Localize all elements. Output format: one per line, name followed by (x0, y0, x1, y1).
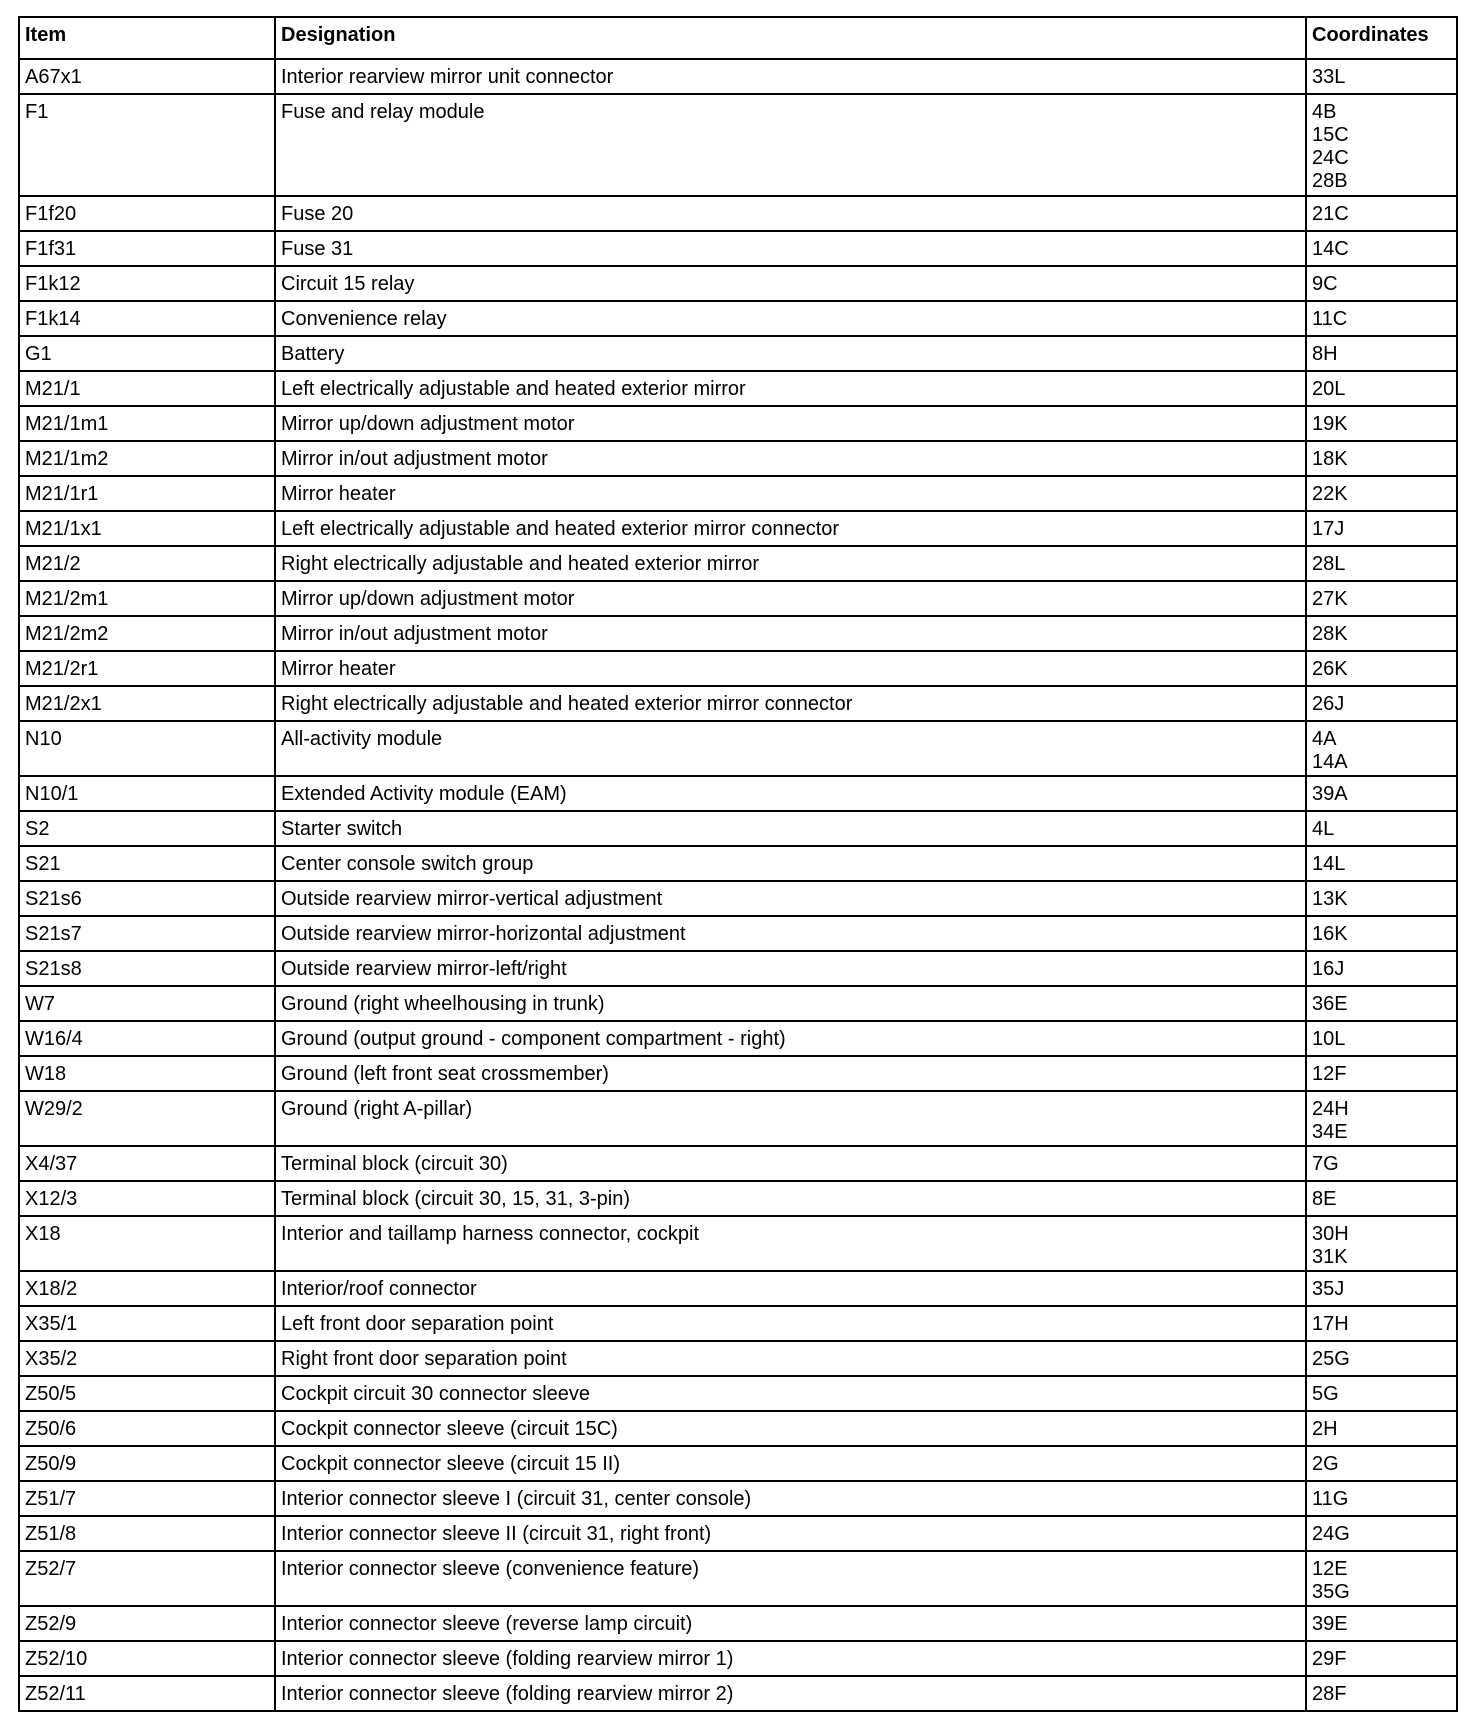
header-item: Item (19, 17, 275, 59)
coordinates-cell (1306, 1641, 1457, 1676)
coordinate-value: 20L (1312, 378, 1346, 400)
item-cell: S21s6 (19, 881, 275, 916)
coordinate-value: 33L (1312, 66, 1346, 88)
coordinate-value: 35J (1312, 1278, 1345, 1300)
coordinate-value: 7G (1312, 1153, 1339, 1175)
table-row (19, 1446, 1457, 1481)
table-row (19, 776, 1457, 811)
item-cell: Z51/7 (19, 1481, 275, 1516)
coordinate-value: 28K (1312, 623, 1348, 645)
table-row (19, 811, 1457, 846)
coordinates-cell (1306, 1516, 1457, 1551)
table-row (19, 1271, 1457, 1306)
item-cell: W29/2 (19, 1091, 275, 1146)
coordinates-cell (1306, 476, 1457, 511)
item-cell: S21 (19, 846, 275, 881)
coordinates-cell (1306, 94, 1457, 196)
coordinate-value: 21C (1312, 203, 1349, 225)
coordinates-cell (1306, 406, 1457, 441)
item-cell: M21/1 (19, 371, 275, 406)
item-cell: M21/1m2 (19, 441, 275, 476)
coordinate-value: 28B (1312, 170, 1348, 192)
item-cell: N10 (19, 721, 275, 776)
item-cell: M21/1r1 (19, 476, 275, 511)
item-cell: S21s8 (19, 951, 275, 986)
coordinates-cell (1306, 336, 1457, 371)
designation-cell: Interior connector sleeve (folding rearview mirror 1) (275, 1641, 1306, 1676)
coordinates-cell (1306, 301, 1457, 336)
item-cell: F1 (19, 94, 275, 196)
header-coordinates: Coordinates (1306, 17, 1457, 59)
item-cell: S21s7 (19, 916, 275, 951)
coordinate-value: 14L (1312, 853, 1346, 875)
coordinate-value: 26J (1312, 693, 1345, 715)
item-cell: Z50/5 (19, 1376, 275, 1411)
component-table-container (18, 16, 1456, 1712)
coordinate-value: 35G (1312, 1581, 1350, 1603)
coordinates-cell (1306, 1091, 1457, 1146)
coordinate-value: 14A (1312, 751, 1348, 773)
item-cell: M21/1m1 (19, 406, 275, 441)
designation-cell: Interior connector sleeve (convenience feature) (275, 1551, 1306, 1606)
table-row (19, 1411, 1457, 1446)
coordinates-cell (1306, 1481, 1457, 1516)
coordinate-value: 24C (1312, 147, 1349, 169)
coordinates-cell (1306, 59, 1457, 94)
table-row (19, 846, 1457, 881)
item-cell: X35/1 (19, 1306, 275, 1341)
table-row (19, 231, 1457, 266)
designation-cell: Convenience relay (275, 301, 1306, 336)
table-row (19, 1146, 1457, 1181)
item-cell: A67x1 (19, 59, 275, 94)
coordinate-value: 11C (1312, 308, 1348, 330)
table-row (19, 721, 1457, 776)
coordinate-value: 14C (1312, 238, 1349, 260)
designation-cell: Right front door separation point (275, 1341, 1306, 1376)
table-row (19, 266, 1457, 301)
coordinates-cell (1306, 231, 1457, 266)
coordinate-value: 31K (1312, 1246, 1348, 1268)
coordinate-value: 26K (1312, 658, 1348, 680)
designation-cell: Battery (275, 336, 1306, 371)
coordinate-value: 10L (1312, 1028, 1346, 1050)
designation-cell: Left electrically adjustable and heated exterior mirror (275, 371, 1306, 406)
table-row (19, 1551, 1457, 1606)
item-cell: N10/1 (19, 776, 275, 811)
table-row (19, 59, 1457, 94)
table-row (19, 1641, 1457, 1676)
item-cell: F1f20 (19, 196, 275, 231)
table-body (19, 59, 1457, 1711)
item-cell: W7 (19, 986, 275, 1021)
item-cell: W18 (19, 1056, 275, 1091)
designation-cell: Right electrically adjustable and heated exterior mirror (275, 546, 1306, 581)
coordinates-cell (1306, 916, 1457, 951)
coordinates-cell (1306, 546, 1457, 581)
coordinates-cell (1306, 686, 1457, 721)
item-cell: X4/37 (19, 1146, 275, 1181)
item-cell: M21/2 (19, 546, 275, 581)
coordinates-cell (1306, 776, 1457, 811)
designation-cell: Cockpit circuit 30 connector sleeve (275, 1376, 1306, 1411)
table-row (19, 1481, 1457, 1516)
coordinate-value: 34E (1312, 1121, 1348, 1143)
coordinate-value: 36E (1312, 993, 1348, 1015)
item-cell: S2 (19, 811, 275, 846)
coordinates-cell (1306, 721, 1457, 776)
designation-cell: Terminal block (circuit 30) (275, 1146, 1306, 1181)
designation-cell: Outside rearview mirror-horizontal adjustment (275, 916, 1306, 951)
coordinate-value: 13K (1312, 888, 1348, 910)
coordinate-value: 25G (1312, 1348, 1350, 1370)
item-cell: Z50/9 (19, 1446, 275, 1481)
table-row (19, 1306, 1457, 1341)
component-table (18, 16, 1458, 1712)
designation-cell: Fuse 20 (275, 196, 1306, 231)
designation-cell: Interior and taillamp harness connector, cockpit (275, 1216, 1306, 1271)
designation-cell: Interior/roof connector (275, 1271, 1306, 1306)
coordinate-value: 39E (1312, 1613, 1348, 1635)
coordinates-cell (1306, 1551, 1457, 1606)
designation-cell: Mirror heater (275, 651, 1306, 686)
coordinates-cell (1306, 846, 1457, 881)
table-row (19, 1021, 1457, 1056)
item-cell: Z50/6 (19, 1411, 275, 1446)
table-row (19, 1606, 1457, 1641)
coordinates-cell (1306, 951, 1457, 986)
coordinates-cell (1306, 651, 1457, 686)
designation-cell: Outside rearview mirror-left/right (275, 951, 1306, 986)
item-cell: M21/1x1 (19, 511, 275, 546)
item-cell: X35/2 (19, 1341, 275, 1376)
designation-cell: Mirror up/down adjustment motor (275, 581, 1306, 616)
coordinate-value: 2G (1312, 1453, 1339, 1475)
coordinate-value: 9C (1312, 273, 1338, 295)
coordinate-value: 12F (1312, 1063, 1347, 1085)
designation-cell: Ground (left front seat crossmember) (275, 1056, 1306, 1091)
table-row (19, 196, 1457, 231)
coordinate-value: 5G (1312, 1383, 1339, 1405)
designation-cell: Mirror heater (275, 476, 1306, 511)
table-row (19, 546, 1457, 581)
item-cell: Z52/9 (19, 1606, 275, 1641)
table-row (19, 916, 1457, 951)
table-row (19, 1056, 1457, 1091)
table-row (19, 371, 1457, 406)
designation-cell: Fuse 31 (275, 231, 1306, 266)
designation-cell: Left front door separation point (275, 1306, 1306, 1341)
designation-cell: Cockpit connector sleeve (circuit 15 II) (275, 1446, 1306, 1481)
coordinates-cell (1306, 266, 1457, 301)
table-row (19, 94, 1457, 196)
designation-cell: All-activity module (275, 721, 1306, 776)
coordinates-cell (1306, 1411, 1457, 1446)
coordinates-cell (1306, 1376, 1457, 1411)
designation-cell: Fuse and relay module (275, 94, 1306, 196)
coordinate-value: 28F (1312, 1683, 1347, 1705)
table-row (19, 1216, 1457, 1271)
coordinate-value: 15C (1312, 124, 1349, 146)
coordinate-value: 29F (1312, 1648, 1347, 1670)
coordinate-value: 12E (1312, 1558, 1348, 1580)
coordinates-cell (1306, 511, 1457, 546)
coordinates-cell (1306, 1446, 1457, 1481)
table-row (19, 476, 1457, 511)
item-cell: Z52/10 (19, 1641, 275, 1676)
item-cell: M21/2m1 (19, 581, 275, 616)
table-row (19, 301, 1457, 336)
coordinates-cell (1306, 1021, 1457, 1056)
table-row (19, 1091, 1457, 1146)
item-cell: X12/3 (19, 1181, 275, 1216)
item-cell: F1k12 (19, 266, 275, 301)
designation-cell: Ground (right A-pillar) (275, 1091, 1306, 1146)
coordinate-value: 2H (1312, 1418, 1338, 1440)
designation-cell: Terminal block (circuit 30, 15, 31, 3-pin) (275, 1181, 1306, 1216)
designation-cell: Interior connector sleeve (folding rearview mirror 2) (275, 1676, 1306, 1711)
coordinates-cell (1306, 371, 1457, 406)
coordinates-cell (1306, 616, 1457, 651)
item-cell: X18/2 (19, 1271, 275, 1306)
coordinate-value: 4B (1312, 101, 1337, 123)
coordinate-value: 24G (1312, 1523, 1350, 1545)
table-row (19, 1376, 1457, 1411)
designation-cell: Right electrically adjustable and heated exterior mirror connector (275, 686, 1306, 721)
designation-cell: Interior connector sleeve (reverse lamp circuit) (275, 1606, 1306, 1641)
coordinates-cell (1306, 986, 1457, 1021)
header-row (19, 17, 1457, 59)
table-row (19, 881, 1457, 916)
coordinate-value: 8H (1312, 343, 1338, 365)
item-cell: G1 (19, 336, 275, 371)
coordinate-value: 28L (1312, 553, 1346, 575)
designation-cell: Extended Activity module (EAM) (275, 776, 1306, 811)
coordinate-value: 16J (1312, 958, 1345, 980)
designation-cell: Mirror up/down adjustment motor (275, 406, 1306, 441)
coordinate-value: 30H (1312, 1223, 1349, 1245)
table-row (19, 616, 1457, 651)
table-row (19, 1181, 1457, 1216)
designation-cell: Interior connector sleeve I (circuit 31, center console) (275, 1481, 1306, 1516)
table-row (19, 406, 1457, 441)
coordinates-cell (1306, 1606, 1457, 1641)
designation-cell: Center console switch group (275, 846, 1306, 881)
table-row (19, 1676, 1457, 1711)
coordinate-value: 39A (1312, 783, 1348, 805)
item-cell: Z51/8 (19, 1516, 275, 1551)
designation-cell: Interior connector sleeve II (circuit 31, right front) (275, 1516, 1306, 1551)
item-cell: M21/2r1 (19, 651, 275, 686)
coordinates-cell (1306, 1056, 1457, 1091)
item-cell: X18 (19, 1216, 275, 1271)
coordinates-cell (1306, 1181, 1457, 1216)
coordinate-value: 4A (1312, 728, 1337, 750)
designation-cell: Mirror in/out adjustment motor (275, 616, 1306, 651)
coordinate-value: 8E (1312, 1188, 1337, 1210)
coordinates-cell (1306, 1306, 1457, 1341)
coordinate-value: 17J (1312, 518, 1345, 540)
item-cell: F1f31 (19, 231, 275, 266)
designation-cell: Outside rearview mirror-vertical adjustment (275, 881, 1306, 916)
table-row (19, 1341, 1457, 1376)
designation-cell: Cockpit connector sleeve (circuit 15C) (275, 1411, 1306, 1446)
coordinate-value: 24H (1312, 1098, 1349, 1120)
table-row (19, 336, 1457, 371)
designation-cell: Mirror in/out adjustment motor (275, 441, 1306, 476)
table-row (19, 511, 1457, 546)
coordinates-cell (1306, 1676, 1457, 1711)
coordinates-cell (1306, 881, 1457, 916)
coordinates-cell (1306, 441, 1457, 476)
designation-cell: Interior rearview mirror unit connector (275, 59, 1306, 94)
header-designation: Designation (275, 17, 1306, 59)
table-row (19, 581, 1457, 616)
table-row (19, 951, 1457, 986)
coordinate-value: 11G (1312, 1488, 1349, 1510)
coordinates-cell (1306, 1216, 1457, 1271)
coordinates-cell (1306, 196, 1457, 231)
coordinate-value: 22K (1312, 483, 1348, 505)
coordinates-cell (1306, 1341, 1457, 1376)
coordinate-value: 17H (1312, 1313, 1349, 1335)
item-cell: F1k14 (19, 301, 275, 336)
designation-cell: Circuit 15 relay (275, 266, 1306, 301)
table-row (19, 1516, 1457, 1551)
item-cell: M21/2x1 (19, 686, 275, 721)
item-cell: Z52/7 (19, 1551, 275, 1606)
coordinates-cell (1306, 581, 1457, 616)
designation-cell: Left electrically adjustable and heated exterior mirror connector (275, 511, 1306, 546)
designation-cell: Starter switch (275, 811, 1306, 846)
coordinate-value: 4L (1312, 818, 1335, 840)
table-row (19, 686, 1457, 721)
coordinate-value: 19K (1312, 413, 1348, 435)
item-cell: W16/4 (19, 1021, 275, 1056)
coordinate-value: 18K (1312, 448, 1348, 470)
designation-cell: Ground (right wheelhousing in trunk) (275, 986, 1306, 1021)
coordinate-value: 16K (1312, 923, 1348, 945)
item-cell: M21/2m2 (19, 616, 275, 651)
designation-cell: Ground (output ground - component compartment - right) (275, 1021, 1306, 1056)
table-row (19, 986, 1457, 1021)
coordinates-cell (1306, 811, 1457, 846)
table-row (19, 651, 1457, 686)
table-header (19, 17, 1457, 59)
coordinates-cell (1306, 1146, 1457, 1181)
coordinates-cell (1306, 1271, 1457, 1306)
item-cell: Z52/11 (19, 1676, 275, 1711)
table-row (19, 441, 1457, 476)
coordinate-value: 27K (1312, 588, 1348, 610)
